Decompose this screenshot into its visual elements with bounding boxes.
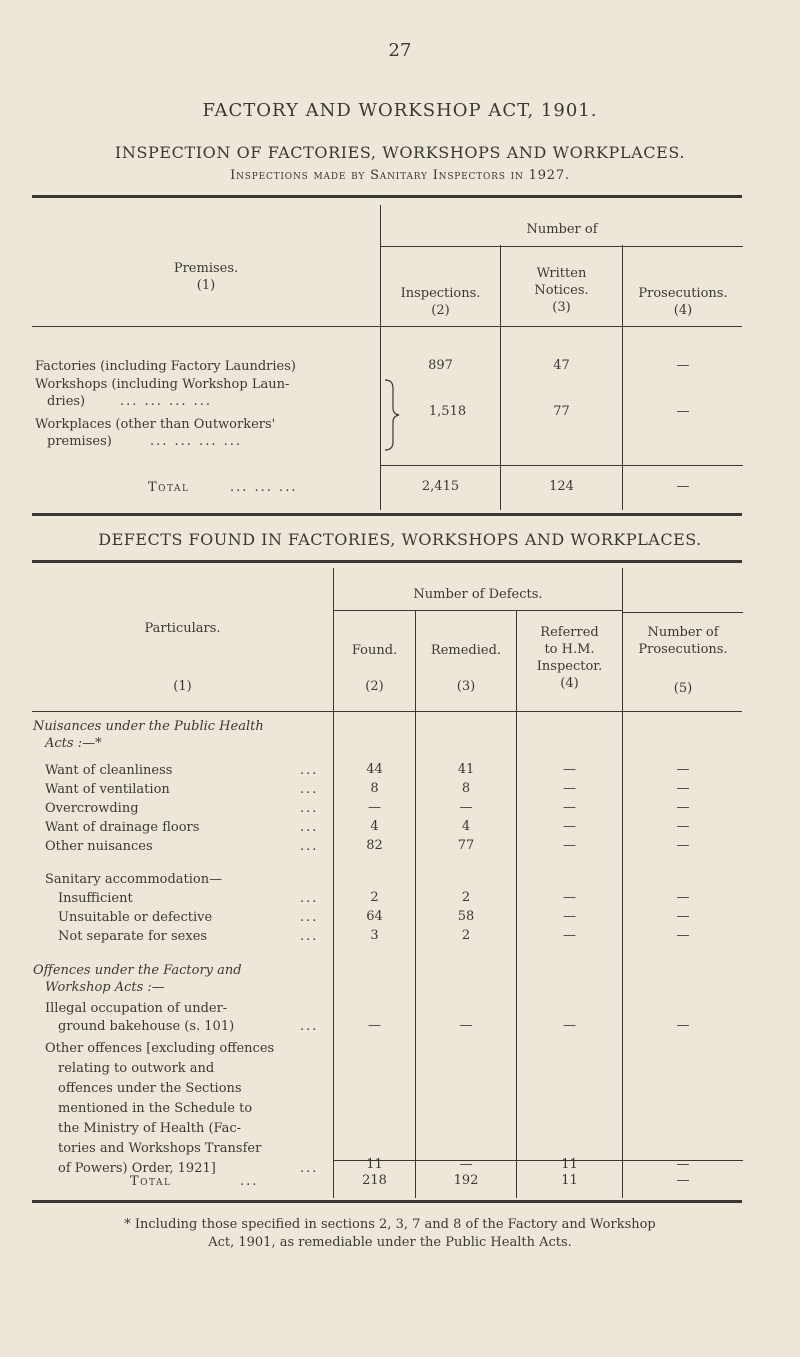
table1-total-notices: 124 bbox=[549, 479, 574, 494]
row-remedied: 8 bbox=[461, 781, 471, 796]
row-dots: ... bbox=[300, 839, 319, 854]
row-prosecutions: — bbox=[676, 800, 690, 815]
row-dots: ... bbox=[300, 910, 319, 925]
row-referred: — bbox=[563, 909, 576, 924]
row-referred: — bbox=[563, 838, 576, 853]
row-factories-inspections: 897 bbox=[428, 358, 453, 373]
header-number-of-defects: Number of Defects. bbox=[413, 587, 543, 602]
row-dots: ... bbox=[300, 891, 319, 906]
group-offences-heading-1: Offences under the Factory and bbox=[33, 963, 242, 978]
illegal-found: — bbox=[368, 1018, 381, 1033]
row-factories-notices: 47 bbox=[553, 358, 570, 373]
other-dots: ... bbox=[300, 1161, 319, 1176]
other-label-2: relating to outwork and bbox=[58, 1061, 215, 1076]
table1-total-rule bbox=[381, 465, 743, 466]
row-workplaces-label-1: Workplaces (other than Outworkers' bbox=[35, 417, 276, 432]
row-referred: — bbox=[563, 800, 576, 815]
table1-total-prosecutions: — bbox=[676, 479, 690, 494]
row-remedied: 2 bbox=[461, 928, 471, 943]
row-prosecutions: — bbox=[676, 838, 690, 853]
section2-title: DEFECTS FOUND IN FACTORIES, WORKSHOPS AND WORKPLACES. bbox=[98, 530, 702, 549]
header-particulars: Particulars. bbox=[144, 621, 221, 636]
row-referred: — bbox=[563, 762, 576, 777]
section1-subtitle: Inspections made by Sanitary Inspectors in 1927. bbox=[230, 168, 570, 183]
other-label-7: of Powers) Order, 1921] bbox=[58, 1161, 216, 1176]
group-nuisances-heading-1: Nuisances under the Public Health bbox=[33, 719, 264, 734]
header-referred: Referred to H.M. Inspector. (4) bbox=[536, 625, 603, 691]
illegal-label-1: Illegal occupation of under- bbox=[45, 1001, 228, 1016]
table1-subheader-rule bbox=[381, 246, 743, 247]
row-remedied: 4 bbox=[461, 819, 471, 834]
header-prosecutions: Prosecutions. (4) bbox=[638, 286, 728, 318]
other-referred: 11 bbox=[561, 1157, 578, 1172]
row-workplaces-dots: ... ... ... ... bbox=[150, 434, 242, 449]
table2-subheader-rule-right bbox=[623, 612, 743, 613]
table2-total-dots: ... bbox=[240, 1174, 259, 1189]
table2-total-prosecutions: — bbox=[676, 1173, 690, 1188]
row-referred: — bbox=[563, 890, 576, 905]
row-workshops-label-1: Workshops (including Workshop Laun- bbox=[35, 377, 290, 392]
row-found: 4 bbox=[370, 819, 379, 834]
header-inspections: Inspections. (2) bbox=[400, 286, 481, 318]
table2-total-found: 218 bbox=[362, 1173, 387, 1188]
row-found: 82 bbox=[366, 838, 383, 853]
table1-total-dots: ... ... ... bbox=[230, 480, 298, 495]
row-label: Want of drainage floors bbox=[45, 820, 200, 835]
row-label: Overcrowding bbox=[45, 801, 139, 816]
group-offences-heading-2: Workshop Acts :— bbox=[45, 980, 165, 995]
row-prosecutions: — bbox=[676, 928, 690, 943]
section1-title: INSPECTION OF FACTORIES, WORKSHOPS AND WORKPLACES. bbox=[114, 143, 686, 162]
page-number: 27 bbox=[388, 40, 412, 61]
table2-header-rule bbox=[32, 711, 742, 712]
table2-total-referred: 11 bbox=[561, 1173, 578, 1188]
row-remedied: 58 bbox=[457, 909, 475, 924]
table2-total-label: Total bbox=[130, 1174, 172, 1189]
header-premises: Premises. (1) bbox=[173, 261, 239, 293]
table2-vline-1 bbox=[333, 568, 334, 1198]
row-combined-prosecutions: — bbox=[676, 404, 690, 419]
header-number-of: Number of bbox=[526, 222, 598, 237]
row-label: Want of ventilation bbox=[45, 782, 170, 797]
row-found: 44 bbox=[366, 762, 383, 777]
other-found: 11 bbox=[366, 1157, 383, 1172]
table1-total-label: Total bbox=[148, 480, 190, 495]
row-factories-label: Factories (including Factory Laundries) bbox=[35, 359, 296, 374]
table2-top-rule bbox=[32, 560, 742, 563]
row-referred: — bbox=[563, 928, 576, 943]
other-label-3: offences under the Sections bbox=[58, 1081, 242, 1096]
table1-bottom-rule bbox=[32, 513, 742, 516]
illegal-dots: ... bbox=[300, 1019, 319, 1034]
row-prosecutions: — bbox=[676, 781, 690, 796]
row-found: 8 bbox=[370, 781, 379, 796]
row-prosecutions: — bbox=[676, 909, 690, 924]
row-found: 64 bbox=[366, 909, 383, 924]
row-found: 2 bbox=[370, 890, 379, 905]
row-dots: ... bbox=[300, 782, 319, 797]
row-label: Insufficient bbox=[58, 891, 133, 906]
table2-subheader-rule bbox=[334, 610, 622, 611]
illegal-referred: — bbox=[563, 1018, 576, 1033]
row-remedied: 41 bbox=[457, 762, 475, 777]
illegal-label-2: ground bakehouse (s. 101) bbox=[58, 1019, 235, 1034]
sanitary-heading: Sanitary accommodation— bbox=[45, 872, 223, 887]
table2-vline-4 bbox=[622, 568, 623, 1198]
other-label-4: mentioned in the Schedule to bbox=[58, 1101, 253, 1116]
table2-bottom-rule bbox=[32, 1200, 742, 1203]
row-label: Other nuisances bbox=[45, 839, 153, 854]
table1-header-rule bbox=[32, 326, 742, 327]
row-referred: — bbox=[563, 781, 576, 796]
row-label: Want of cleanliness bbox=[45, 763, 173, 778]
illegal-remedied: — bbox=[459, 1018, 473, 1033]
table1-total-inspections: 2,415 bbox=[421, 479, 460, 494]
other-remedied: — bbox=[459, 1157, 473, 1172]
header-found-num: (2) bbox=[365, 679, 384, 694]
row-dots: ... bbox=[300, 820, 319, 835]
other-label-6: tories and Workshops Transfer bbox=[58, 1141, 262, 1156]
other-prosecutions: — bbox=[676, 1157, 690, 1172]
row-dots: ... bbox=[300, 929, 319, 944]
row-remedied: — bbox=[459, 800, 473, 815]
header-num-prosecutions: Number of Prosecutions. bbox=[638, 625, 728, 657]
row-prosecutions: — bbox=[676, 890, 690, 905]
row-combined-inspections: 1,518 bbox=[428, 404, 467, 419]
header-remedied: Remedied. bbox=[430, 643, 502, 658]
header-found: Found. bbox=[351, 643, 398, 658]
table1-top-rule bbox=[32, 195, 742, 198]
other-label-1: Other offences [excluding offences bbox=[45, 1041, 275, 1056]
row-dots: ... bbox=[300, 763, 319, 778]
header-written-notices: Written Notices. (3) bbox=[534, 266, 589, 315]
row-prosecutions: — bbox=[676, 762, 690, 777]
illegal-prosecutions: — bbox=[676, 1018, 690, 1033]
page-title: FACTORY AND WORKSHOP ACT, 1901. bbox=[202, 100, 598, 121]
header-particulars-num: (1) bbox=[173, 679, 192, 694]
row-found: 3 bbox=[370, 928, 379, 943]
row-remedied: 2 bbox=[461, 890, 471, 905]
other-label-5: the Ministry of Health (Fac- bbox=[58, 1121, 242, 1136]
row-label: Not separate for sexes bbox=[58, 929, 208, 944]
row-combined-notices: 77 bbox=[553, 404, 570, 419]
row-remedied: 77 bbox=[457, 838, 475, 853]
row-prosecutions: — bbox=[676, 819, 690, 834]
row-referred: — bbox=[563, 819, 576, 834]
group-nuisances-heading-2: Acts :—* bbox=[45, 736, 102, 751]
row-dots: ... bbox=[300, 801, 319, 816]
row-label: Unsuitable or defective bbox=[58, 910, 213, 925]
row-factories-prosecutions: — bbox=[676, 358, 690, 373]
row-found: — bbox=[368, 800, 381, 815]
header-num-prosecutions-num: (5) bbox=[673, 681, 693, 696]
table2-total-remedied: 192 bbox=[453, 1173, 479, 1188]
row-workshops-dots: ... ... ... ... bbox=[120, 394, 212, 409]
row-workshops-label-2: dries) bbox=[47, 394, 86, 409]
row-workplaces-label-2: premises) bbox=[47, 434, 112, 449]
header-remedied-num: (3) bbox=[456, 679, 476, 694]
footnote: * Including those specified in sections 2, 3, 7 and 8 of the Factory and Workshop Act, 1901, as remediable under the Public Health Acts. bbox=[124, 1217, 656, 1250]
